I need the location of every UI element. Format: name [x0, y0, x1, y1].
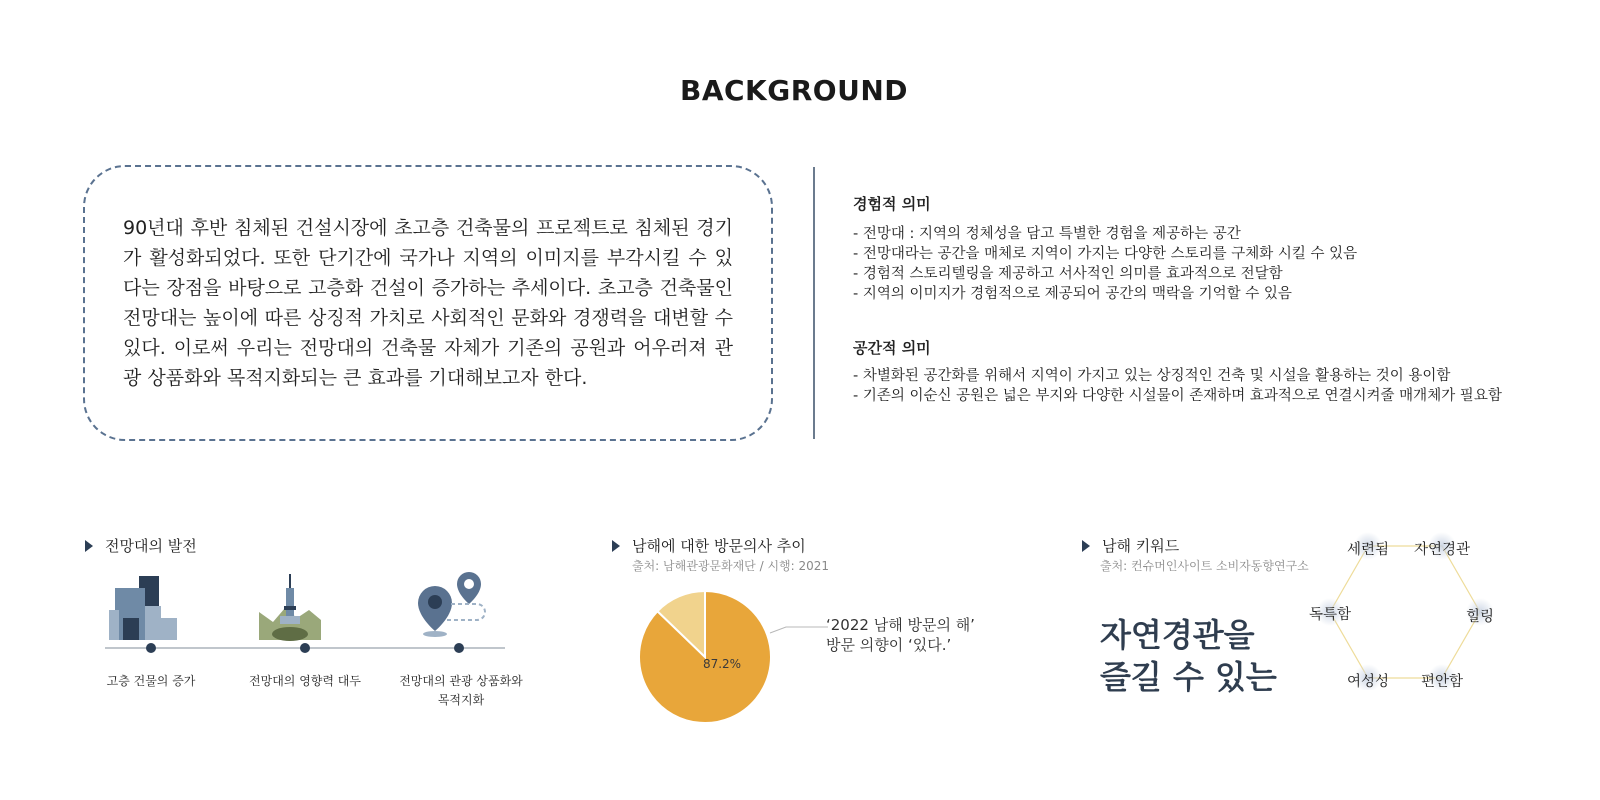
pie-slice-label: 87.2%	[702, 657, 742, 671]
timeline-dot	[146, 643, 156, 653]
keyword-headline	[1100, 614, 1277, 698]
keyword-item: 편안함	[1420, 674, 1464, 690]
list-item: - 전망대 : 지역의 정체성을 담고 특별한 경험을 제공하는 공간	[853, 226, 1241, 242]
triangle-bullet-icon	[612, 540, 620, 552]
experiential-list	[853, 224, 1357, 304]
visit-pie-chart	[630, 582, 780, 732]
intro-text: 90년대 후반 침체된 건설시장에 초고층 건축물의 프로젝트로 침체된 경기가 활성화되었다. 또한 단기간에 국가나 지역의 이미지를 부각시킬 수 있다는 장점을 바탕으로 고층화 건설이 증가하는 추세이다. 초고층 건축물인 전망대는 높이에 따른 상징적 가치로 사회적인 문화와 경쟁력을 대변할 수 있다. 이로써 우리는 전망대의 건축물 자체가 기존의 공원과 어우러져 관광 상품화와 목적지화되는 큰 효과를 기대해보고자 한다.	[123, 217, 733, 389]
list-item: - 차별화된 공간화를 위해서 지역이 가지고 있는 상징적인 건축 및 시설을 활용하는 것이 용이함	[853, 368, 1451, 384]
list-item: - 기존의 이순신 공원은 넓은 부지와 다양한 시설물이 존재하며 효과적으로 연결시켜줄 매개체가 필요함	[853, 388, 1502, 404]
development-title: 전망대의 발전	[105, 537, 197, 555]
timeline-dot	[454, 643, 464, 653]
keyword-item: 독특함	[1308, 607, 1352, 623]
tower-icon	[259, 574, 321, 641]
visit-title: 남해에 대한 방문의사 추이	[632, 537, 806, 555]
vertical-divider	[813, 167, 815, 439]
keyword-item: 힐링	[1465, 609, 1494, 625]
list-item: - 경험적 스토리텔링을 제공하고 서사적인 의미를 효과적으로 전달함	[853, 266, 1283, 282]
visit-quote-line: ‘2022 남해 방문의 해’	[826, 616, 975, 634]
experiential-title: 경험적 의미	[853, 195, 931, 213]
map-pin-icon	[418, 572, 485, 637]
triangle-bullet-icon	[85, 540, 93, 552]
list-item: - 지역의 이미지가 경험적으로 제공되어 공간의 맥락을 기억할 수 있음	[853, 286, 1292, 302]
development-timeline	[85, 570, 525, 670]
keyword-item: 자연경관	[1413, 542, 1471, 558]
development-heading	[85, 535, 197, 556]
development-step-label: 고층 건물의 증가	[106, 674, 196, 688]
buildings-icon	[109, 576, 177, 640]
triangle-bullet-icon	[1082, 540, 1090, 552]
keyword-item: 여성성	[1346, 674, 1390, 690]
development-step-label: 전망대의 관광 상품화와 목적지화	[399, 674, 523, 707]
keyword-headline-line: 자연경관을	[1100, 616, 1255, 654]
spatial-list	[853, 366, 1502, 406]
keywords-heading	[1082, 535, 1179, 556]
keyword-headline-line: 즐길 수 있는	[1100, 658, 1277, 696]
spatial-title: 공간적 의미	[853, 339, 931, 357]
keywords-source: 출처: 컨슈머인사이트 소비자동향연구소	[1100, 559, 1309, 573]
timeline-dot	[300, 643, 310, 653]
page-title: BACKGROUND	[679, 74, 908, 107]
visit-quote-line: 방문 의향이 ‘있다.’	[826, 636, 952, 654]
list-item: - 전망대라는 공간을 매체로 지역이 가지는 다양한 스토리를 구체화 시킬 수 있음	[853, 246, 1358, 262]
visit-quote	[826, 615, 975, 655]
visit-heading	[612, 535, 806, 556]
keyword-item: 세련됨	[1346, 542, 1390, 558]
callout-leader	[768, 625, 830, 645]
development-step-label: 전망대의 영향력 대두	[249, 674, 361, 688]
visit-source: 출처: 남해관광문화재단 / 시행: 2021	[632, 559, 830, 573]
keywords-title: 남해 키워드	[1102, 537, 1180, 555]
